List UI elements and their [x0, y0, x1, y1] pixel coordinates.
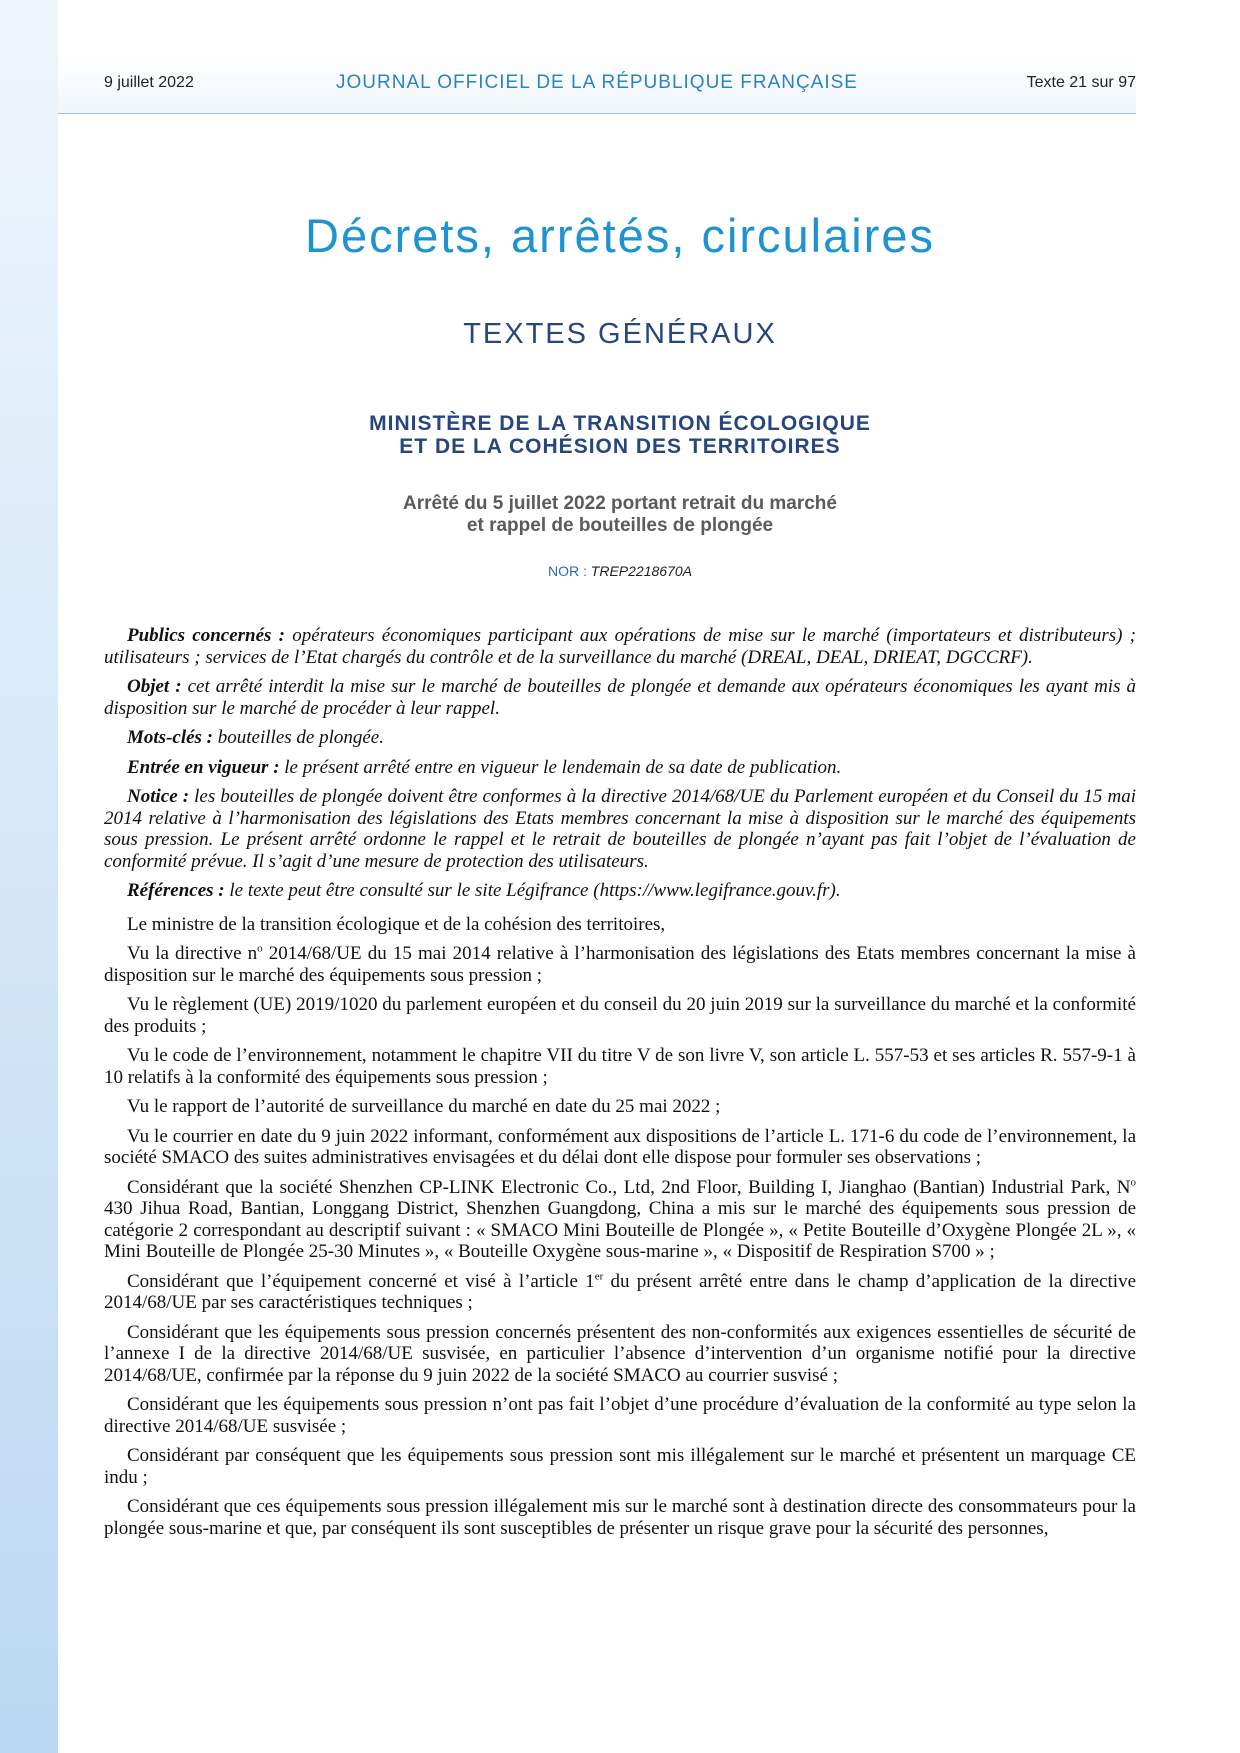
- considerant-text: 430 Jihua Road, Bantian, Longgang District, Shenzhen Guangdong, China a mis sur le marché des équipements sous pression de catégorie 2 correspondant au descriptif suivant : « SMACO Mini Bouteille de Plongée », « Petite Bouteille d’Oxygène Plongée 2L », « Mini Bouteille de Plongée 25-30 Minutes », « Bouteille Oxygène sous-marine », « Dispositif de Respiration S700 » ;: [104, 1198, 1136, 1262]
- summary-mots-cles: [104, 727, 1136, 749]
- ministry-line-2: ET DE LA COHÉSION DES TERRITOIRES: [399, 435, 841, 458]
- summary-label: Références :: [127, 880, 225, 901]
- section-title: TEXTES GÉNÉRAUX: [463, 318, 777, 350]
- considerant-marquage-paragraph: Considérant par conséquent que les équipements sous pression sont mis illégalement sur le marché et présentent un marquage CE indu ;: [104, 1445, 1136, 1488]
- summary-text: opérateurs économiques participant aux opérations de mise sur le marché (importateurs et distributeurs) ; utilisateurs ; services de l’Etat chargés du contrôle et de la surveillance du marché (DREAL, DEAL, DRIEAT, DGCCRF).: [104, 625, 1136, 668]
- superscript: o: [1130, 1176, 1136, 1189]
- summary-objet: [104, 676, 1136, 719]
- vu-reglement-paragraph: Vu le règlement (UE) 2019/1020 du parlement européen et du conseil du 20 juin 2019 sur la surveillance du marché et la conformité des produits ;: [104, 994, 1136, 1037]
- considerant-text: du présent arrêté entre dans le champ d’application de la directive 2014/68/UE par ses caractéristiques techniques ;: [104, 1270, 1137, 1313]
- vu-code-paragraph: Vu le code de l’environnement, notamment le chapitre VII du titre V de son livre V, son article L. 557-53 et ses articles R. 557-9-1 à 10 relatifs à la conformité des équipements sous pression ;: [104, 1045, 1136, 1088]
- header-date: 9 juillet 2022: [104, 74, 194, 91]
- summary-publics: [104, 625, 1136, 668]
- vu-text: Vu la directive n: [127, 943, 258, 964]
- arrete-title-line-2: et rappel de bouteilles de plongée: [466, 515, 774, 536]
- header-journal-title: JOURNAL OFFICIEL DE LA RÉPUBLIQUE FRANÇAISE: [336, 72, 858, 93]
- superscript: er: [594, 1270, 604, 1283]
- header-text-number: Texte 21 sur 97: [1026, 74, 1136, 91]
- summary-entree-en-vigueur: [104, 757, 1136, 779]
- considerant-risque-paragraph: Considérant que ces équipements sous pression illégalement mis sur le marché sont à destination directe des consommateurs pour la plongée sous-marine et que, par conséquent ils sont susceptibles de présenter un risque grave pour la sécurité des personnes,: [104, 1496, 1136, 1539]
- nor-value: TREP2218670A: [590, 563, 692, 579]
- summary-text: le présent arrêté entre en vigueur le lendemain de sa date de publication.: [279, 756, 842, 778]
- ministry-line-1: MINISTÈRE DE LA TRANSITION ÉCOLOGIQUE: [369, 412, 871, 435]
- considerant-text: Considérant que la société Shenzhen CP-LINK Electronic Co., Ltd, 2nd Floor, Building I, Jianghao (Bantian) Industrial Park, N: [127, 1176, 1131, 1198]
- summary-text: cet arrêté interdit la mise sur le marché de bouteilles de plongée et demande aux opérateurs économiques les ayant mis à disposition sur le marché de procéder à leur rappel.: [104, 676, 1136, 719]
- arrete-title-line-1: Arrêté du 5 juillet 2022 portant retrait du marché: [403, 493, 837, 514]
- ministry-name: [0, 412, 1240, 458]
- summary-references: [104, 880, 1136, 902]
- nor-label: NOR :: [548, 563, 591, 579]
- superscript: o: [257, 942, 263, 955]
- summary-notice: [104, 786, 1136, 872]
- vu-directive-paragraph: [104, 943, 1136, 986]
- considerant-societe-paragraph: [104, 1177, 1136, 1263]
- vu-text: 2014/68/UE du 15 mai 2014 relative à l’harmonisation des législations des Etats membres concernant la mise à disposition sur le marché des équipements sous pression ;: [104, 943, 1136, 986]
- vu-rapport-paragraph: Vu le rapport de l’autorité de surveillance du marché en date du 25 mai 2022 ;: [127, 1096, 721, 1117]
- summary-label: Mots-clés :: [127, 727, 214, 748]
- summary-label: Publics concernés :: [127, 625, 286, 646]
- nor-reference: [0, 563, 1240, 579]
- arrete-title: [0, 493, 1240, 537]
- considerant-text: Considérant que l’équipement concerné et visé à l’article 1: [127, 1270, 595, 1292]
- considerant-evaluation-paragraph: Considérant que les équipements sous pression n’ont pas fait l’objet d’une procédure d’évaluation de la conformité au type selon la directive 2014/68/UE susvisée ;: [104, 1394, 1136, 1437]
- page-header: [58, 55, 1136, 114]
- vu-courrier-paragraph: Vu le courrier en date du 9 juin 2022 informant, conformément aux dispositions de l’article L. 171-6 du code de l’environnement, la société SMACO des suites administratives envisagées et du délai dont elle dispose pour formuler ses observations ;: [104, 1125, 1136, 1168]
- main-title: Décrets, arrêtés, circulaires: [305, 209, 935, 262]
- summary-label: Objet :: [127, 676, 182, 697]
- summary-text: le texte peut être consulté sur le site Légifrance (https://www.legifrance.gouv.fr).: [224, 880, 841, 901]
- intro-paragraph: Le ministre de la transition écologique et de la cohésion des territoires,: [127, 913, 666, 935]
- summary-text: les bouteilles de plongée doivent être conformes à la directive 2014/68/UE du Parlement européen et du Conseil du 15 mai 2014 relative à l’harmonisation des législations des Etats membres concernant la mise à disposition sur le marché des équipements sous pression. Le présent arrêté ordonne le rappel et le retrait de bouteilles de plongée n’ayant pas fait l’objet de l’évaluation de conformité prévue. Il s’agit d’une mesure de protection des utilisateurs.: [104, 786, 1136, 872]
- summary-label: Notice :: [127, 786, 190, 807]
- considerant-non-conformites-paragraph: Considérant que les équipements sous pression concernés présentent des non-conformités aux exigences essentielles de sécurité de l’annexe I de la directive 2014/68/UE susvisée, en particulier l’absence d’intervention d’un organisme notifié pour la directive 2014/68/UE, confirmée par la réponse du 9 juin 2022 de la société SMACO au courrier susvisé ;: [104, 1321, 1136, 1386]
- summary-label: Entrée en vigueur :: [127, 756, 280, 778]
- document-body: [104, 625, 1136, 1547]
- summary-text: bouteilles de plongée.: [213, 727, 384, 748]
- considerant-champ-paragraph: [104, 1271, 1136, 1314]
